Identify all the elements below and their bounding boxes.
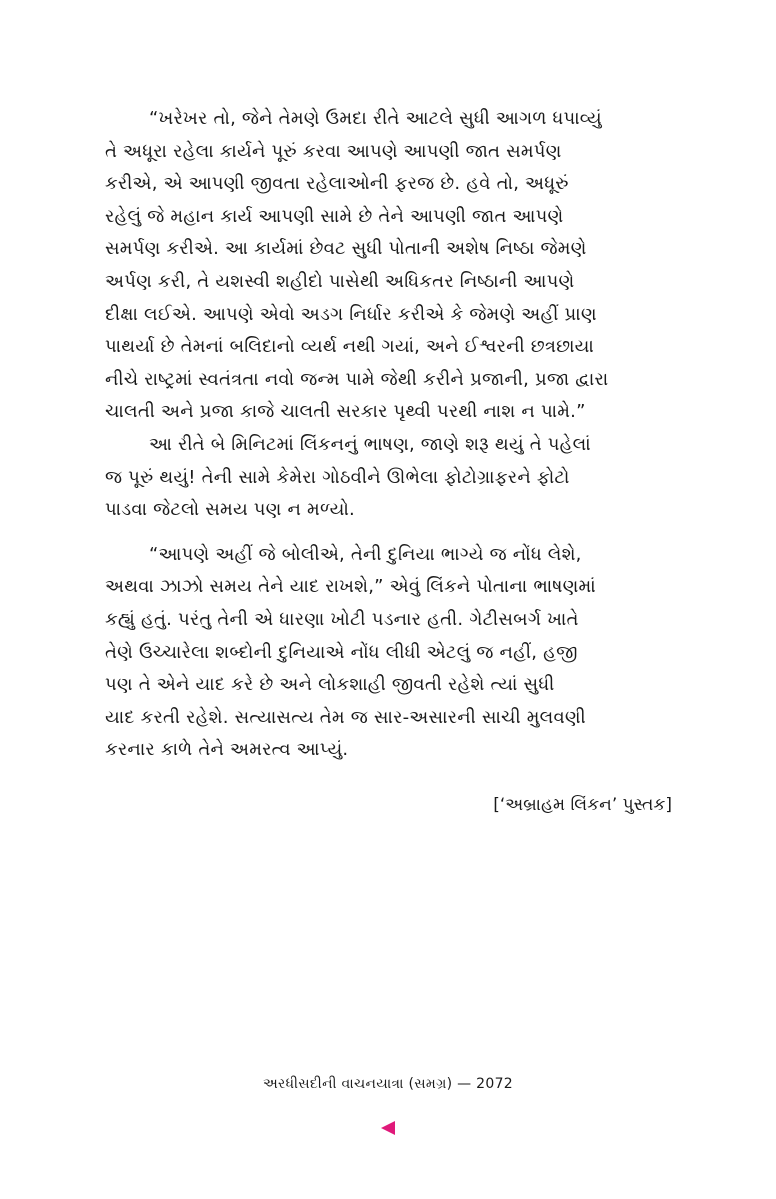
text-line: સમર્પણ કરીએ. આ કાર્યમાં છેવટ સુધી પોતાની અશેષ નિષ્ઠા જેમણે	[105, 238, 587, 260]
text-line: આ રીતે બે મિનિટમાં લિંકનનું ભાષણ, જાણે શરૂ થયું તે પહેલાં	[149, 433, 591, 455]
previous-page-arrow-icon[interactable]	[381, 1121, 395, 1135]
text-line: તે અધૂરા રહેલા કાર્યને પૂરું કરવા આપણે આપણી જાત સમર્પણ	[105, 140, 562, 162]
text-line: કરનાર કાળે તેને અમરત્વ આપ્યું.	[105, 739, 349, 761]
body-text	[105, 103, 672, 767]
text-line: રહેલું જે મહાન કાર્ય આપણી સામે છે તેને આપણી જાત આપણે	[105, 205, 564, 227]
source-citation: [‘અબ્રાહમ લિંકન’ પુસ્તક]	[493, 795, 672, 815]
page-footer-title: અરધીસદીની વાચનયાત્રા (સમગ્ર) — 2072	[262, 1076, 514, 1092]
paragraph-quote	[105, 103, 672, 429]
text-line: કરીએ, એ આપણી જીવતા રહેલાઓની ફરજ છે. હવે તો, અધૂરું	[105, 173, 569, 195]
paragraph-legacy	[105, 539, 672, 767]
text-line: અથવા ઝાઝો સમય તેને યાદ રાખશે,” એવું લિંકને પોતાના ભાષણમાં	[105, 576, 596, 598]
text-line: પાથર્યા છે તેમનાં બલિદાનો વ્યર્થ નથી ગયાં, અને ઈશ્વરની છત્રછાયા	[105, 336, 595, 358]
text-line: યાદ કરતી રહેશે. સત્યાસત્ય તેમ જ સાર-અસારની સાચી મુલવણી	[105, 706, 586, 728]
text-line: જ પૂરું થયું! તેની સામે કેમેરા ગોઠવીને ઊભેલા ફોટોગ્રાફરને ફોટો	[105, 466, 570, 488]
text-line: પાડવા જેટલો સમય પણ ન મળ્યો.	[105, 499, 355, 521]
text-line: કહ્યું હતું. પરંતુ તેની એ ધારણા ખોટી પડનાર હતી. ગેટીસબર્ગ ખાતે	[105, 608, 579, 630]
text-line: નીચે રાષ્ટ્રમાં સ્વતંત્રતા નવો જન્મ પામે જેથી કરીને પ્રજાની, પ્રજા દ્વારા	[105, 368, 609, 390]
paragraph-speech-end	[105, 429, 672, 527]
text-line: દીક્ષા લઈએ. આપણે એવો અડગ નિર્ધાર કરીએ કે જેમણે અહીં પ્રાણ	[105, 303, 597, 325]
text-line: ચાલતી અને પ્રજા કાજે ચાલતી સરકાર પૃથ્વી પરથી નાશ ન પામે.”	[105, 401, 586, 423]
text-line: અર્પણ કરી, તે યશસ્વી શહીદો પાસેથી અધિકતર નિષ્ઠાની આપણે	[105, 270, 575, 292]
text-line: “આપણે અહીં જે બોલીએ, તેની દુનિયા ભાગ્યે જ નોંધ લેશે,	[149, 543, 582, 565]
text-line: “ખરેખર તો, જેને તેમણે ઉમદા રીતે આટલે સુધી આગળ ધપાવ્યું	[149, 108, 602, 129]
text-line: પણ તે એને યાદ કરે છે અને લોકશાહી જીવતી રહેશે ત્યાં સુધી	[105, 674, 555, 696]
text-line: તેણે ઉચ્ચારેલા શબ્દોની દુનિયાએ નોંધ લીધી એટલું જ નહીં, હજી	[105, 641, 578, 663]
